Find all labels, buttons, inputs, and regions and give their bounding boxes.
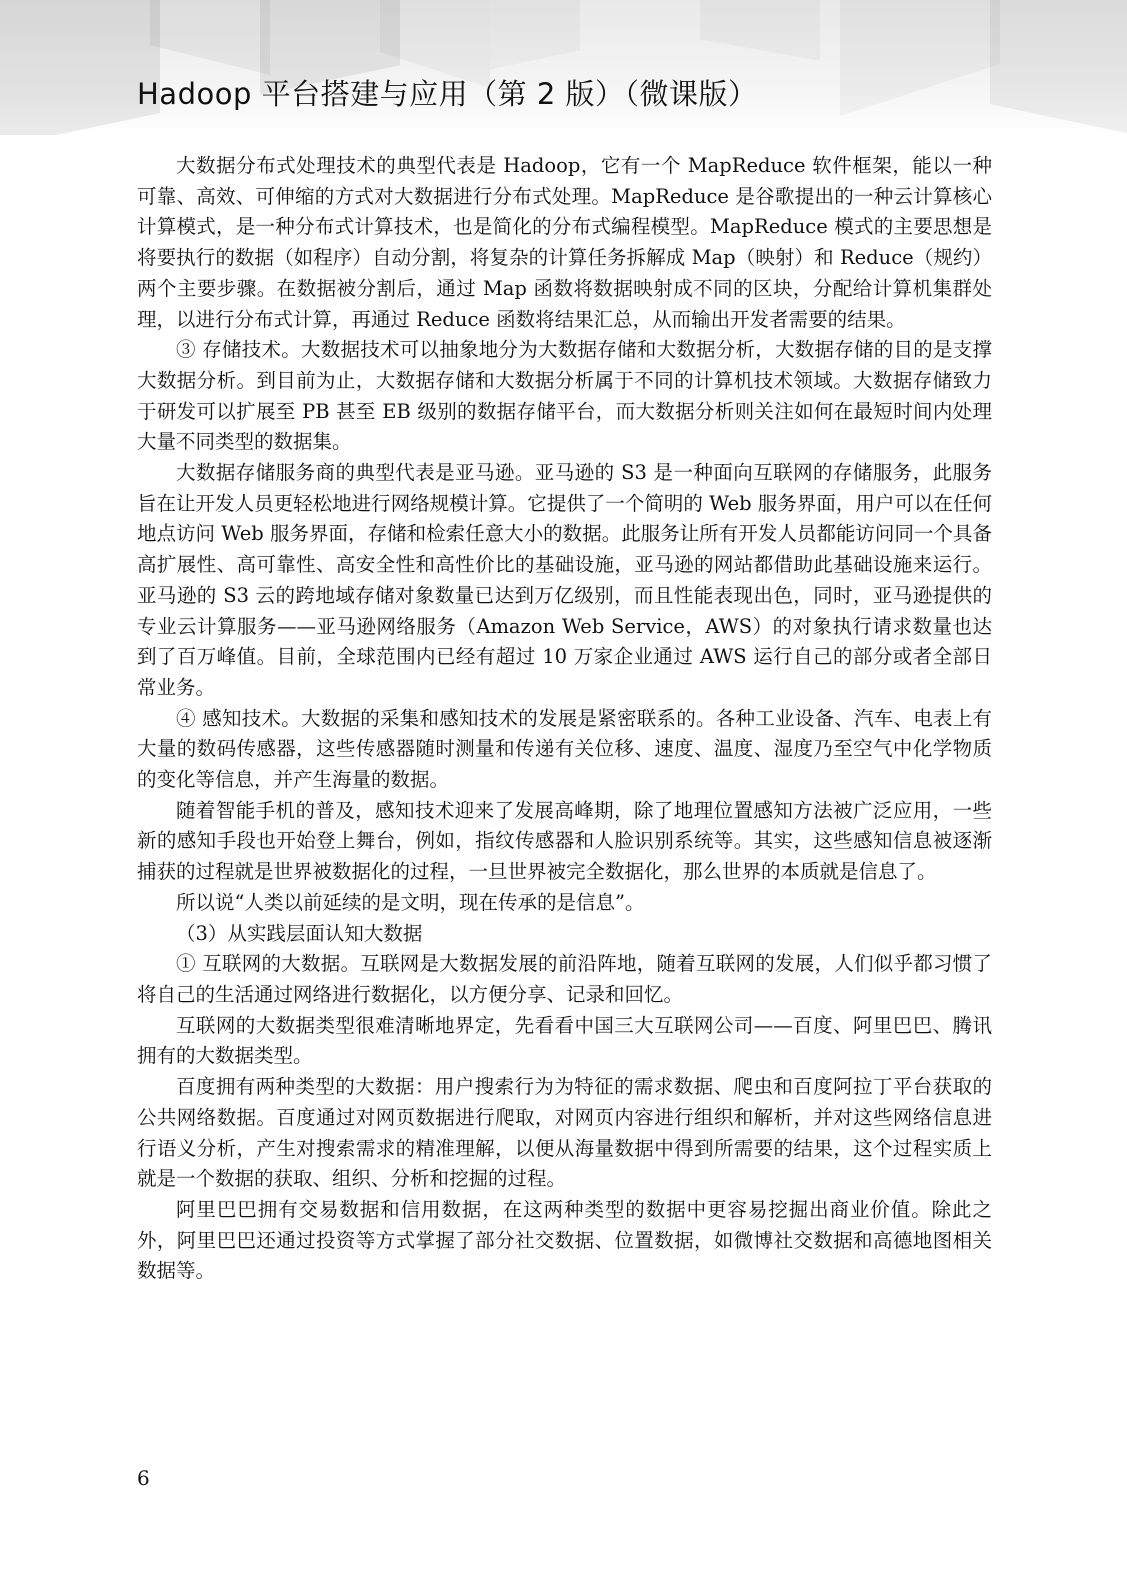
paragraph: 所以说“人类以前延续的是文明，现在传承的是信息”。 [176, 890, 645, 914]
header-cube-shape [150, 0, 270, 75]
paragraph: ③ 存储技术。大数据技术可以抽象地分为大数据存储和大数据分析，大数据存储的目的是支撑大数据分析。到目前为止，大数据存储和大数据分析属于不同的计算机技术领域。大数据存储致力于研发可以扩展至 PB 甚至 EB 级别的数据存储平台，而大数据分析则关注如何在最短时间内处理大量不同类型的数据集。 [137, 338, 992, 454]
page-number: 6 [137, 1466, 150, 1490]
header-cube-shape [990, 0, 1127, 135]
header-decoration [0, 0, 1127, 135]
paragraph: 大数据分布式处理技术的典型代表是 Hadoop，它有一个 MapReduce 软件框架，能以一种可靠、高效、可伸缩的方式对大数据进行分布式处理。MapReduce 是谷歌提出的一种云计算核心计算模式，是一种分布式计算技术，也是简化的分布式编程模型。MapReduce 模式的主要思想是将要执行的数据（如程序）自动分割，将复杂的计算任务拆解成 Map（映射）和 Reduce（规约）两个主要步骤。在数据被分割后，通过 Map 函数将数据映射成不同的区块，分配给计算机集群处理，以进行分布式计算，再通过 Reduce 函数将结果汇总，从而输出开发者需要的结果。 [137, 154, 992, 331]
paragraph: ④ 感知技术。大数据的采集和感知技术的发展是紧密联系的。各种工业设备、汽车、电表上有大量的数码传感器，这些传感器随时测量和传递有关位移、速度、温度、湿度乃至空气中化学物质的变化等信息，并产生海量的数据。 [137, 706, 992, 792]
paragraph: 随着智能手机的普及，感知技术迎来了发展高峰期，除了地理位置感知方法被广泛应用，一些新的感知手段也开始登上舞台，例如，指纹传感器和人脸识别系统等。其实，这些感知信息被逐渐捕获的过程就是世界被数据化的过程，一旦世界被完全数据化，那么世界的本质就是信息了。 [137, 798, 992, 884]
paragraph: ① 互联网的大数据。互联网是大数据发展的前沿阵地，随着互联网的发展，人们似乎都习惯了将自己的生活通过网络进行数据化，以方便分享、记录和回忆。 [137, 952, 992, 1006]
body-text [137, 151, 992, 1287]
header-cube-shape [700, 0, 820, 61]
paragraph: 互联网的大数据类型很难清晰地界定，先看看中国三大互联网公司——百度、阿里巴巴、腾讯拥有的大数据类型。 [137, 1013, 992, 1068]
header-cube-shape [490, 0, 580, 70]
paragraph: 阿里巴巴拥有交易数据和信用数据，在这两种类型的数据中更容易挖掘出商业价值。除此之外，阿里巴巴还通过投资等方式掌握了部分社交数据、位置数据，如微博社交数据和高德地图相关数据等。 [137, 1197, 992, 1283]
paragraph: 百度拥有两种类型的大数据：用户搜索行为为特征的需求数据、爬虫和百度阿拉丁平台获取的公共网络数据。百度通过对网页数据进行爬取，对网页内容进行组织和解析，并对这些网络信息进行语义分析，产生对搜索需求的精准理解，以便从海量数据中得到所需要的结果，这个过程实质上就是一个数据的获取、组织、分析和挖掘的过程。 [137, 1075, 992, 1191]
paragraph: 大数据存储服务商的典型代表是亚马逊。亚马逊的 S3 是一种面向互联网的存储服务，此服务旨在让开发人员更轻松地进行网络规模计算。它提供了一个简明的 Web 服务界面，用户可以在任何地点访问 Web 服务界面，存储和检索任意大小的数据。此服务让所有开发人员都能访问同一个具备高扩展性、高可靠性、高安全性和高性价比的基础设施，亚马逊的网站都借助此基础设施来运行。亚马逊的 S3 云的跨地域存储对象数量已达到万亿级别，而且性能表现出色，同时，亚马逊提供的专业云计算服务——亚马逊网络服务（Amazon Web Service，AWS）的对象执行请求数量也达到了百万峰值。目前，全球范围内已经有超过 10 万家企业通过 AWS 运行自己的部分或者全部日常业务。 [137, 461, 992, 699]
section-heading: （3）从实践层面认知大数据 [176, 921, 423, 945]
header-cube-shape [0, 0, 160, 135]
header-cube-shape [840, 0, 1000, 116]
book-title: Hadoop 平台搭建与应用（第 2 版）（微课版） [137, 77, 758, 111]
